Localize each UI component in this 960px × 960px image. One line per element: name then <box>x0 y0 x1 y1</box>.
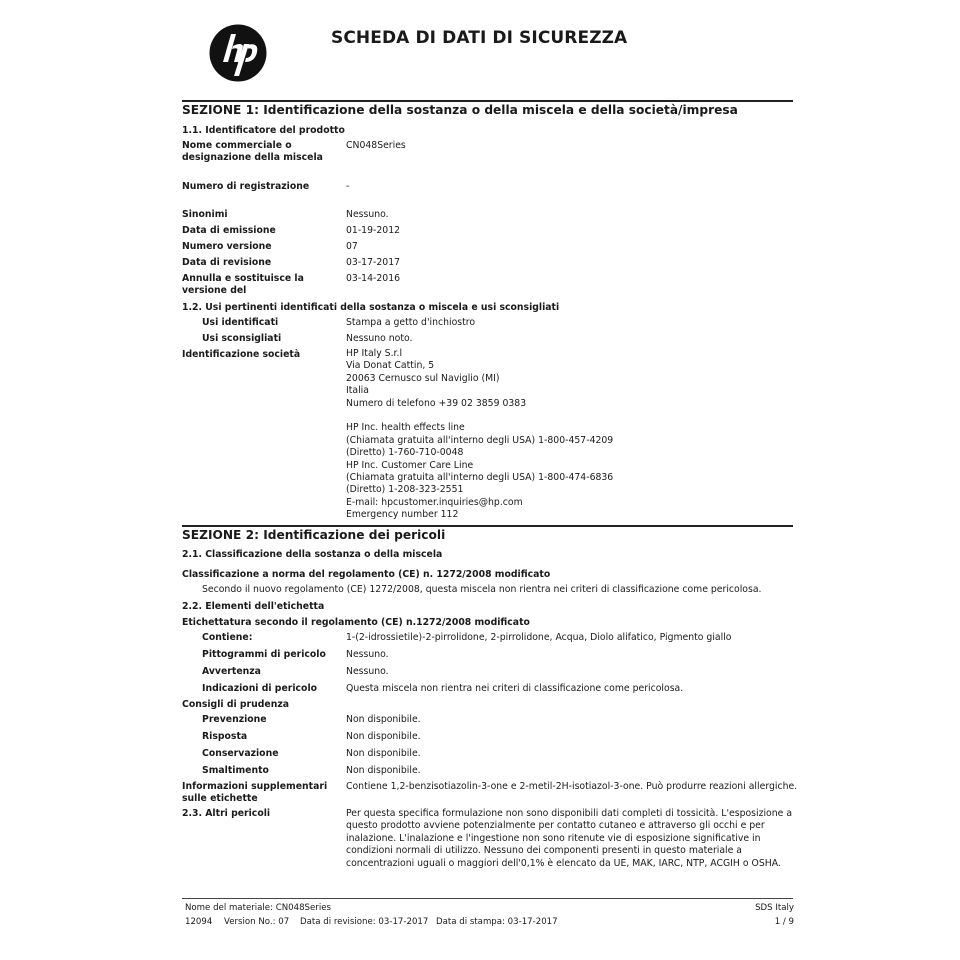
subsection-2-1: 2.1. Classificazione della sostanza o della miscela <box>182 549 443 560</box>
footer-page-number: 1 / 9 <box>774 917 794 927</box>
footer-doc-code: 12094 <box>185 917 213 927</box>
field-label-disposal: Smaltimento <box>202 765 269 776</box>
company-line: (Diretto) 1-760-710-0048 <box>346 447 464 459</box>
footer-divider <box>182 898 793 899</box>
company-line: Italia <box>346 385 369 397</box>
field-label-company: Identificazione società <box>182 349 301 360</box>
hp-logo-icon <box>209 24 267 82</box>
company-line: Numero di telefono +39 02 3859 0383 <box>346 397 527 409</box>
field-value-registration: - <box>346 181 350 192</box>
field-label-version: Numero versione <box>182 241 272 252</box>
field-label-trade-name: Nome commerciale o designazione della miscela <box>182 140 323 163</box>
field-value-version: 07 <box>346 241 358 252</box>
field-value-synonyms: Nessuno. <box>346 209 389 220</box>
company-line: HP Italy S.r.l <box>346 348 403 359</box>
field-label-supersedes: Annulla e sostituisce la versione del <box>182 273 304 296</box>
company-line: Via Donat Cattin, 5 <box>346 360 435 372</box>
field-label-other-hazards: 2.3. Altri pericoli <box>182 808 271 819</box>
footer-sds-region: SDS Italy <box>755 903 794 913</box>
field-label-identified-uses: Usi identificati <box>202 317 279 328</box>
field-label-prevention: Prevenzione <box>202 714 267 725</box>
company-details <box>346 348 796 522</box>
field-value-contains: 1-(2-idrossietile)-2-pirrolidone, 2-pirrolidone, Acqua, Diolo alifatico, Pigmento giallo <box>346 632 732 643</box>
footer-revision-date: Data di revisione: 03-17-2017 <box>300 917 429 927</box>
company-line: HP Inc. Customer Care Line <box>346 459 474 471</box>
field-value-uses-advised-against: Nessuno noto. <box>346 333 413 344</box>
field-label-revision: Data di revisione <box>182 257 272 268</box>
field-label-contains: Contiene: <box>202 632 253 643</box>
field-value-disposal: Non disponibile. <box>346 765 421 776</box>
classification-text: Secondo il nuovo regolamento (CE) 1272/2008, questa miscela non rientra nei criteri di classificazione come pericolosa. <box>202 584 762 595</box>
field-label-supplemental: Informazioni supplementari sulle etichette <box>182 781 328 804</box>
company-line: (Diretto) 1-208-323-2551 <box>346 484 464 496</box>
field-label-issue-date: Data di emissione <box>182 225 276 236</box>
company-line: HP Inc. health effects line <box>346 422 465 434</box>
field-label-pictograms: Pittogrammi di pericolo <box>202 649 326 660</box>
document-title: SCHEDA DI DATI DI SICUREZZA <box>331 28 628 48</box>
field-value-response: Non disponibile. <box>346 731 421 742</box>
company-line-spacer <box>346 410 796 422</box>
company-line: (Chiamata gratuita all'interno degli USA) 1-800-474-6836 <box>346 472 614 484</box>
field-label-storage: Conservazione <box>202 748 279 759</box>
field-label-uses-advised-against: Usi sconsigliati <box>202 333 282 344</box>
field-label-hazard-statements: Indicazioni di pericolo <box>202 683 318 694</box>
field-value-trade-name: CN048Series <box>346 140 406 151</box>
field-value-identified-uses: Stampa a getto d'inchiostro <box>346 317 476 328</box>
field-label-signal-word: Avvertenza <box>202 666 261 677</box>
field-value-revision: 03-17-2017 <box>346 257 401 268</box>
company-line: 20063 Cernusco sul Naviglio (MI) <box>346 372 500 384</box>
field-label-registration: Numero di registrazione <box>182 181 310 192</box>
footer-version: Version No.: 07 <box>224 917 290 927</box>
field-label-precautionary: Consigli di prudenza <box>182 699 290 710</box>
subsection-2-2-labelling: Etichettatura secondo il regolamento (CE) n.1272/2008 modificato <box>182 617 530 628</box>
footer-print-date: Data di stampa: 03-17-2017 <box>436 917 558 927</box>
subsection-2-1-classification: Classificazione a norma del regolamento (CE) n. 1272/2008 modificato <box>182 569 551 580</box>
company-line: Emergency number 112 <box>346 509 459 521</box>
field-value-pictograms: Nessuno. <box>346 649 389 660</box>
subsection-1-1: 1.1. Identificatore del prodotto <box>182 125 345 136</box>
field-value-hazard-statements: Questa miscela non rientra nei criteri di classificazione come pericolosa. <box>346 683 684 694</box>
field-label-response: Risposta <box>202 731 248 742</box>
field-label-synonyms: Sinonimi <box>182 209 228 220</box>
field-value-issue-date: 01-19-2012 <box>346 225 401 236</box>
company-email: E-mail: hpcustomer.inquiries@hp.com <box>346 496 523 508</box>
subsection-2-2: 2.2. Elementi dell'etichetta <box>182 601 325 612</box>
field-value-prevention: Non disponibile. <box>346 714 421 725</box>
field-value-signal-word: Nessuno. <box>346 666 389 677</box>
subsection-1-2: 1.2. Usi pertinenti identificati della sostanza o miscela e usi sconsigliati <box>182 302 560 313</box>
section-1-header: SEZIONE 1: Identificazione della sostanza o della miscela e della società/impresa <box>182 100 793 117</box>
company-line: (Chiamata gratuita all'interno degli USA) 1-800-457-4209 <box>346 434 614 446</box>
field-value-supersedes: 03-14-2016 <box>346 273 401 284</box>
field-value-supplemental: Contiene 1,2-benzisotiazolin-3-one e 2-metil-2H-isotiazol-3-one. Può produrre reazioni allergiche. <box>346 781 798 792</box>
field-value-other-hazards: Per questa specifica formulazione non sono disponibili dati completi di tossicità. L'esposizione a questo prodotto avviene potenzialmente per contatto cutaneo e attraverso gli occhi e per inalazione. L'inalazione e l'ingestione non sono ritenute vie di esposizione significative in condizioni normali di utilizzo. Nessuno dei componenti presenti in questo materiale a concentrazioni uguali o maggiori dell'0,1% è elencato da UE, MAK, IARC, NTP, ACGIH o OSHA. <box>346 808 793 869</box>
section-2-header: SEZIONE 2: Identificazione dei pericoli <box>182 525 793 542</box>
footer-material-name: Nome del materiale: CN048Series <box>185 903 331 913</box>
field-value-storage: Non disponibile. <box>346 748 421 759</box>
